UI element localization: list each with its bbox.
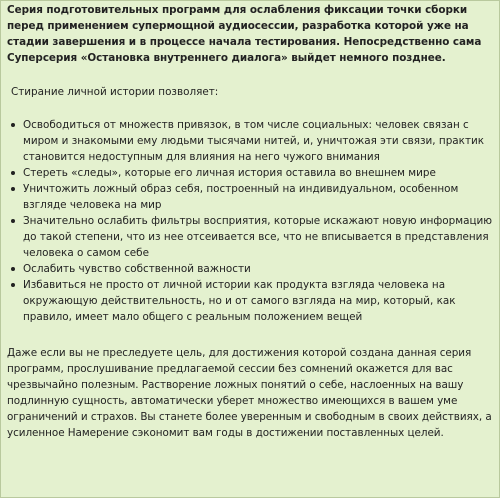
list-item xyxy=(7,213,493,261)
bullet-dot-icon xyxy=(11,187,15,191)
bullet-dot-icon xyxy=(11,171,15,175)
list-item xyxy=(7,261,493,277)
benefits-list xyxy=(7,117,493,325)
list-item xyxy=(7,277,493,325)
list-item-text: Ослабить чувство собственной важности xyxy=(23,263,251,275)
bullet-dot-icon xyxy=(11,219,15,223)
list-item-text: Освободиться от множеств привязок, в том числе социальных: человек связан с миром и знакомыми ему людьми тысячами нитей, и, уничтожая эти связи, практик становится недоступным для влияния на него чужого внимания xyxy=(23,119,485,163)
list-item-text: Избавиться не просто от личной истории как продукта взгляда человека на окружающую действительность, но и от самого взгляда на мир, который, как правило, имеет мало общего с реальным положением вещей xyxy=(23,279,456,323)
bullet-dot-icon xyxy=(11,283,15,287)
lead-line: Стирание личной истории позволяет: xyxy=(11,86,219,98)
list-item-text: Стереть «следы», которые его личная история оставила во внешнем мире xyxy=(23,167,436,179)
list-item-text: Значительно ослабить фильтры восприятия, которые искажают новую информацию до такой степени, что из нее отсеивается все, что не вписывается в представления человека о самом себе xyxy=(23,215,493,259)
list-item xyxy=(7,117,493,165)
list-item xyxy=(7,165,493,181)
intro-paragraph: Серия подготовительных программ для ослабления фиксации точки сборки перед применением супермощной аудиосессии, разработка которой уже на стадии завершения и в процессе начала тестирования. Непосредственно сама Суперсерия «Остановка внутреннего диалога» выйдет немного позднее. xyxy=(7,4,482,64)
list-item xyxy=(7,181,493,213)
list-item-text: Уничтожить ложный образ себя, построенный на индивидуальном, особенном взгляде человека на мир xyxy=(23,183,459,211)
bullet-dot-icon xyxy=(11,267,15,271)
closing-paragraph: Даже если вы не преследуете цель, для достижения которой создана данная серия программ, прослушивание предлагаемой сессии без сомнений окажется для вас чрезвычайно полезным. Растворение ложных понятий о себе, наслоенных на вашу подлинную сущность, автоматически уберет множество имеющихся в вашем уме ограничений и страхов. Вы станете более уверенным и свободным в своих действиях, а усиленное Намерение сэкономит вам годы в достижении поставленных целей. xyxy=(7,347,492,439)
bullet-dot-icon xyxy=(11,123,15,127)
